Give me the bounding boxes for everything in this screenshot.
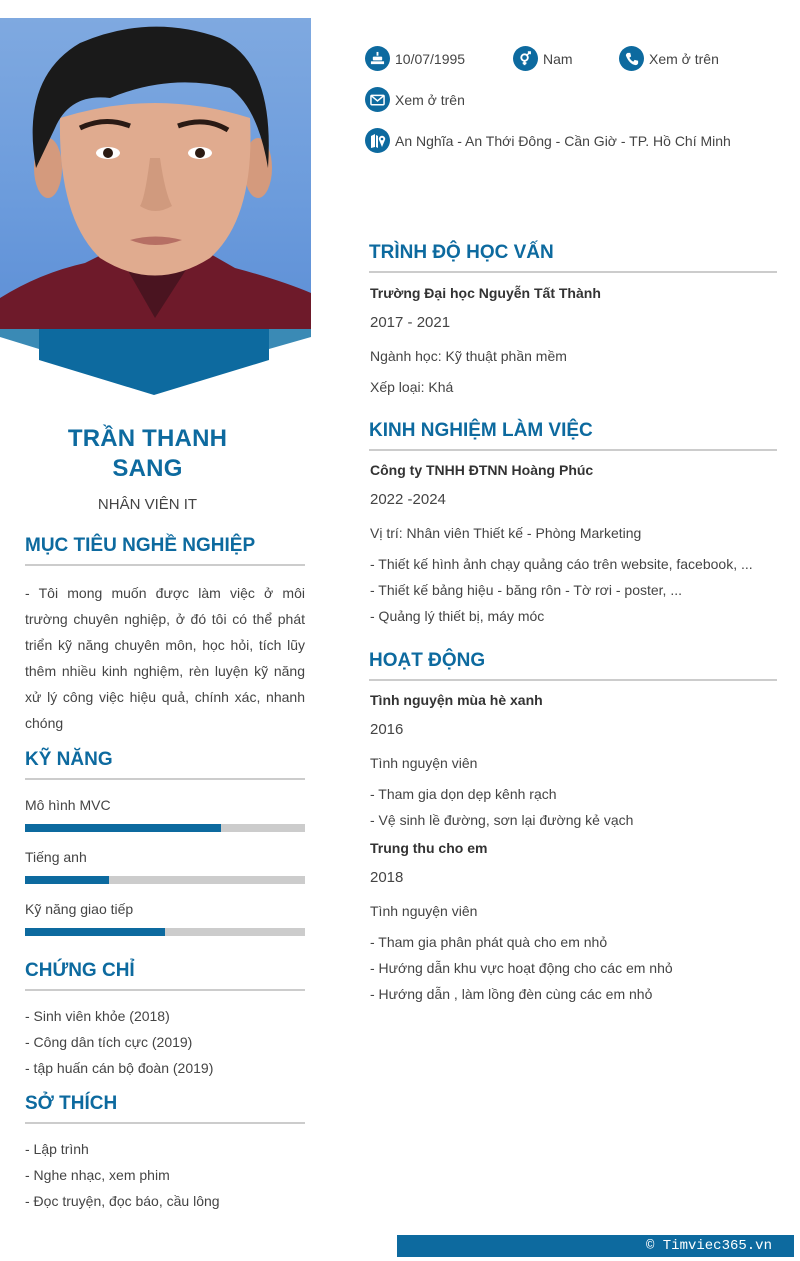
experience-duties — [370, 551, 753, 629]
birthday-cake-icon — [365, 46, 390, 71]
education-heading: TRÌNH ĐỘ HỌC VẤN — [369, 241, 777, 273]
gender-value: Nam — [543, 50, 573, 67]
hobbies-list — [25, 1136, 220, 1214]
activity-detail-item: - Hướng dẫn , làm lồng đèn cùng các em nhỏ — [370, 986, 653, 1002]
skill-label: Mô hình MVC — [25, 797, 111, 813]
experience-company: Công ty TNHH ĐTNN Hoàng Phúc — [370, 462, 594, 478]
footer-watermark: © Timviec365.vn — [397, 1235, 794, 1257]
activity-detail-item: - Vệ sinh lề đường, sơn lại đường kẻ vạch — [370, 812, 634, 828]
skill-label: Kỹ năng giao tiếp — [25, 901, 134, 917]
hobby-item: - Lập trình — [25, 1141, 89, 1157]
activity-detail-item: - Tham gia phân phát quà cho em nhỏ — [370, 934, 608, 950]
contact-gender — [513, 46, 573, 71]
activity-details — [370, 781, 633, 833]
activity-title: Tình nguyện mùa hè xanh — [370, 692, 543, 708]
experience-position: Vị trí: Nhân viên Thiết kế - Phòng Marketing — [370, 525, 642, 541]
certificate-item: - Công dân tích cực (2019) — [25, 1034, 193, 1050]
contact-address — [365, 128, 731, 153]
experience-heading: KINH NGHIỆM LÀM VIỆC — [369, 419, 777, 451]
duty-item: - Thiết kế bảng hiệu - băng rôn - Tờ rơi - poster, ... — [370, 582, 682, 598]
skill-bar-english — [25, 876, 305, 884]
gender-icon — [513, 46, 538, 71]
certificate-item: - tập huấn cán bộ đoàn (2019) — [25, 1060, 214, 1076]
objective-text: - Tôi mong muốn được làm việc ở môi trường chuyên nghiệp, ở đó tôi có thể phát triển kỹ năng chuyên môn, học hỏi, tích lũy thêm nhiều kinh nghiệm, rèn luyện kỹ năng xử lý công việc hiệu quả, chính xác, nhanh chóng — [25, 585, 305, 731]
envelope-icon — [365, 87, 390, 112]
activity-title: Trung thu cho em — [370, 840, 488, 856]
skill-bar-communication — [25, 928, 305, 936]
education-school: Trường Đại học Nguyễn Tất Thành — [370, 285, 601, 301]
activity-year: 2018 — [370, 869, 404, 886]
certificate-item: - Sinh viên khỏe (2018) — [25, 1008, 170, 1024]
skill-bar-fill — [25, 824, 221, 832]
skill-bar-mvc — [25, 824, 305, 832]
phone-value: Xem ở trên — [649, 50, 719, 67]
activity-detail-item: - Hướng dẫn khu vực hoạt động cho các em nhỏ — [370, 960, 673, 976]
contact-birthday — [365, 46, 465, 71]
skill-bar-fill — [25, 928, 165, 936]
hobby-item: - Nghe nhạc, xem phim — [25, 1167, 170, 1183]
address-value: An Nghĩa - An Thới Đông - Cần Giờ - TP. Hồ Chí Minh — [395, 132, 731, 149]
education-major: Ngành học: Kỹ thuật phần mềm — [370, 348, 567, 364]
objective-heading: MỤC TIÊU NGHỀ NGHIỆP — [25, 534, 305, 566]
duty-item: - Quảng lý thiết bị, máy móc — [370, 608, 545, 624]
activity-year: 2016 — [370, 721, 404, 738]
phone-icon — [619, 46, 644, 71]
portrait-illustration — [0, 18, 311, 329]
skill-label: Tiếng anh — [25, 849, 87, 865]
activity-details — [370, 929, 673, 1007]
contact-email — [365, 87, 465, 112]
education-grade: Xếp loại: Khá — [370, 379, 454, 395]
duty-item: - Thiết kế hình ảnh chạy quảng cáo trên website, facebook, ... — [370, 556, 753, 572]
candidate-name-line1: TRẦN THANH — [67, 425, 228, 452]
map-pin-icon — [365, 128, 390, 153]
profile-photo — [0, 18, 311, 329]
skill-bar-fill — [25, 876, 109, 884]
hobby-item: - Đọc truyện, đọc báo, cầu lông — [25, 1193, 220, 1209]
activity-role: Tình nguyện viên — [370, 755, 478, 771]
name-banner-chevron — [0, 329, 311, 399]
certificates-list — [25, 1003, 213, 1081]
candidate-name — [25, 424, 270, 484]
job-title: NHÂN VIÊN IT — [97, 496, 198, 513]
hobbies-heading: SỞ THÍCH — [25, 1092, 305, 1124]
education-period: 2017 - 2021 — [370, 314, 451, 331]
activity-detail-item: - Tham gia dọn dẹp kênh rạch — [370, 786, 557, 802]
experience-period: 2022 -2024 — [370, 491, 446, 508]
activities-heading: HOẠT ĐỘNG — [369, 649, 777, 681]
activity-role: Tình nguyện viên — [370, 903, 478, 919]
contact-phone — [619, 46, 719, 71]
birthday-value: 10/07/1995 — [395, 50, 466, 67]
skills-heading: KỸ NĂNG — [25, 748, 305, 780]
candidate-name-line2: SANG — [112, 455, 183, 482]
email-value: Xem ở trên — [395, 91, 465, 108]
certificates-heading: CHỨNG CHỈ — [25, 959, 305, 991]
